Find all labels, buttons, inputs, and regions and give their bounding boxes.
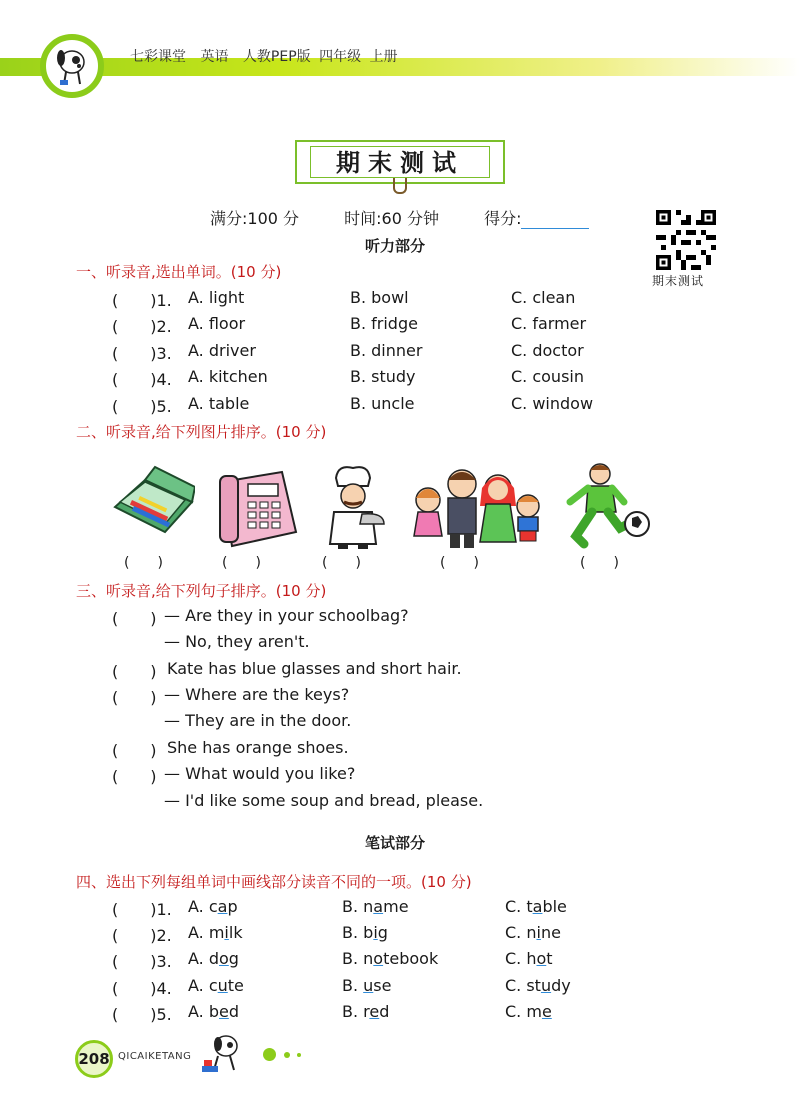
section-3-heading: 三、听录音,给下列句子排序。(10 分) <box>76 582 327 600</box>
page-title: 期末测试 <box>310 146 490 178</box>
option-c: C. cousin <box>511 367 584 386</box>
series-name: 七彩课堂 <box>130 49 186 65</box>
sentence-line: — Are they in your schoolbag? <box>164 606 409 625</box>
listening-title: 听力部分 <box>365 237 426 255</box>
pencil-case-icon <box>110 462 195 542</box>
writing-title: 笔试部分 <box>365 834 426 852</box>
qr-code-icon[interactable] <box>656 210 716 270</box>
header-text <box>130 46 408 66</box>
list-item: ( )2. <box>112 926 172 945</box>
option-b: B. bowl <box>350 288 409 307</box>
answer-paren[interactable]: ( ) <box>112 662 157 681</box>
answer-paren[interactable]: ( ) <box>112 291 157 310</box>
score-blank[interactable] <box>521 210 589 229</box>
section-2-heading: 二、听录音,给下列图片排序。(10 分) <box>76 423 327 441</box>
option-a: A. floor <box>188 314 246 333</box>
option-c: C. farmer <box>511 314 587 333</box>
option-a: A. table <box>188 394 250 413</box>
option-c: C. hot <box>505 949 553 968</box>
answer-paren[interactable]: ( ) <box>112 317 157 336</box>
option-c: C. me <box>505 1002 552 1021</box>
list-item: ( )5. <box>112 1005 172 1024</box>
sentence-line: — Where are the keys? <box>164 685 350 704</box>
list-item: ( )4. <box>112 370 172 389</box>
option-a: A. kitchen <box>188 367 268 386</box>
list-item: ( )1. <box>112 900 172 919</box>
option-b: B. dinner <box>350 341 423 360</box>
sentence-line: She has orange shoes. <box>167 738 349 757</box>
grade-name: 四年级 <box>319 49 362 65</box>
volume-name: 上册 <box>369 49 398 65</box>
answer-paren[interactable]: ( ) <box>112 609 157 628</box>
list-item: ( )4. <box>112 979 172 998</box>
footer-brand: QICAIKETANG <box>118 1051 192 1062</box>
family-icon <box>400 462 550 550</box>
option-b: B. name <box>342 897 409 916</box>
option-b: B. big <box>342 923 388 942</box>
edition-name: 人教PEP版 <box>242 49 311 65</box>
option-b: B. red <box>342 1002 390 1021</box>
decor-dot <box>263 1048 276 1061</box>
option-c: C. table <box>505 897 567 916</box>
subject-name: 英语 <box>200 49 229 65</box>
option-a: A. cute <box>188 976 244 995</box>
time-limit: 时间:60 分钟 <box>344 209 439 228</box>
qr-label: 期末测试 <box>652 274 705 288</box>
section-1-heading: 一、听录音,选出单词。(10 分) <box>76 263 282 281</box>
full-score: 满分:100 分 <box>210 209 300 228</box>
title-hook-icon <box>393 178 407 194</box>
decor-dot <box>284 1052 290 1058</box>
option-c: C. nine <box>505 923 561 942</box>
picture-3-paren[interactable]: ( ) <box>322 555 361 571</box>
option-a: A. dog <box>188 949 239 968</box>
option-a: A. light <box>188 288 245 307</box>
option-a: A. milk <box>188 923 243 942</box>
list-item: ( )1. <box>112 291 172 310</box>
list-item: ( )3. <box>112 952 172 971</box>
chef-icon <box>318 462 388 550</box>
dog-mascot-icon <box>196 1032 246 1078</box>
option-a: A. bed <box>188 1002 239 1021</box>
telephone-icon <box>212 462 300 550</box>
sentence-line: — What would you like? <box>164 764 356 783</box>
option-b: B. fridge <box>350 314 418 333</box>
list-item: ( )5. <box>112 397 172 416</box>
score-label: 得分: <box>484 209 522 228</box>
answer-paren[interactable]: ( ) <box>112 900 157 919</box>
mascot-logo-icon <box>40 34 104 98</box>
dog-mascot-icon <box>46 40 98 92</box>
option-c: C. window <box>511 394 594 413</box>
soccer-player-icon <box>562 462 652 550</box>
sentence-line: — No, they aren't. <box>164 632 310 651</box>
option-b: B. uncle <box>350 394 415 413</box>
option-b: B. notebook <box>342 949 439 968</box>
answer-paren[interactable]: ( ) <box>112 370 157 389</box>
section-4-heading: 四、选出下列每组单词中画线部分读音不同的一项。(10 分) <box>76 873 472 891</box>
option-c: C. clean <box>511 288 576 307</box>
answer-paren[interactable]: ( ) <box>112 1005 157 1024</box>
score-line <box>210 206 589 229</box>
picture-2-paren[interactable]: ( ) <box>222 555 261 571</box>
answer-paren[interactable]: ( ) <box>112 952 157 971</box>
option-c: C. doctor <box>511 341 584 360</box>
answer-paren[interactable]: ( ) <box>112 741 157 760</box>
option-b: B. use <box>342 976 392 995</box>
answer-paren[interactable]: ( ) <box>112 926 157 945</box>
answer-paren[interactable]: ( ) <box>112 979 157 998</box>
answer-paren[interactable]: ( ) <box>112 344 157 363</box>
picture-4-paren[interactable]: ( ) <box>440 555 479 571</box>
list-item: ( )3. <box>112 344 172 363</box>
sentence-line: Kate has blue glasses and short hair. <box>167 659 462 678</box>
answer-paren[interactable]: ( ) <box>112 767 157 786</box>
list-item: ( )2. <box>112 317 172 336</box>
picture-5-paren[interactable]: ( ) <box>580 555 619 571</box>
option-b: B. study <box>350 367 416 386</box>
answer-paren[interactable]: ( ) <box>112 688 157 707</box>
decor-dot <box>297 1053 301 1057</box>
page-number: 208 <box>75 1040 113 1078</box>
answer-paren[interactable]: ( ) <box>112 397 157 416</box>
picture-1-paren[interactable]: ( ) <box>124 555 163 571</box>
option-a: A. driver <box>188 341 256 360</box>
sentence-line: — They are in the door. <box>164 711 352 730</box>
option-a: A. cap <box>188 897 238 916</box>
sentence-line: — I'd like some soup and bread, please. <box>164 791 484 810</box>
option-c: C. study <box>505 976 571 995</box>
